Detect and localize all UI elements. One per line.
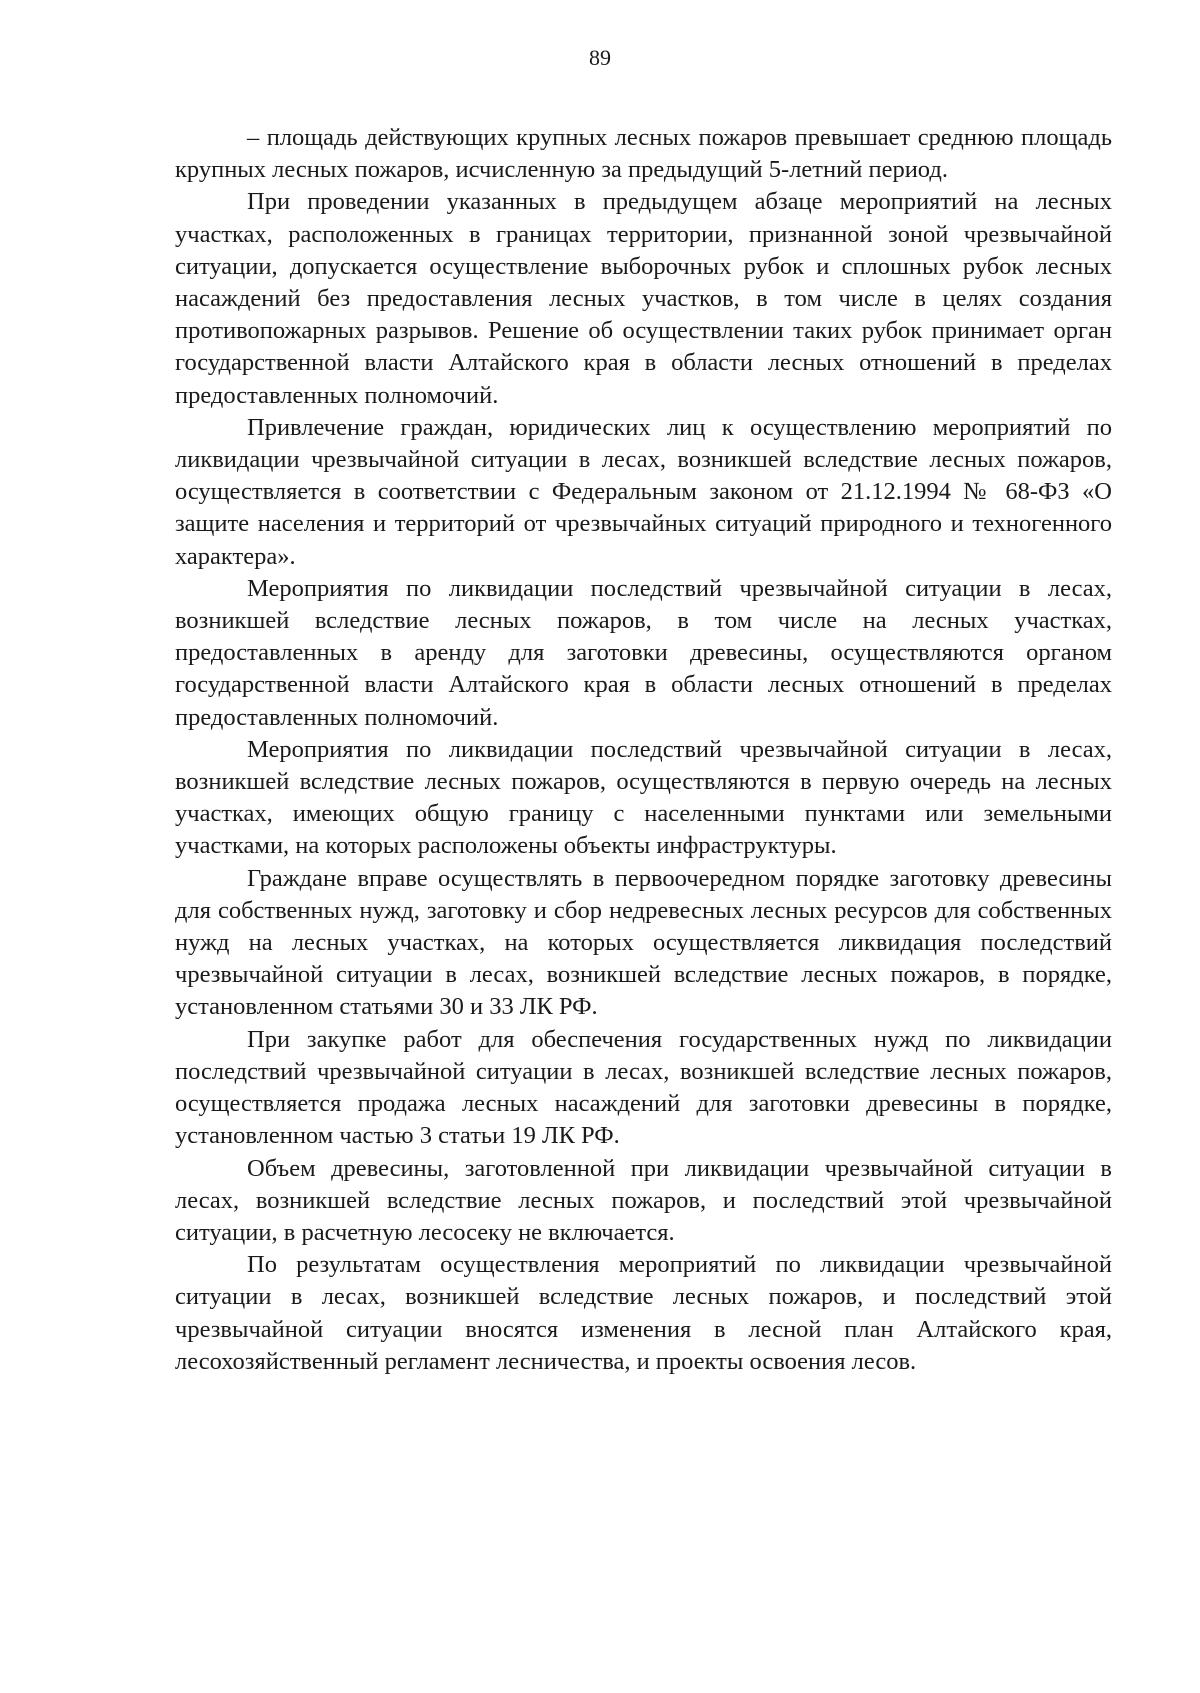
paragraph-6: Граждане вправе осуществлять в первоочередном порядке заготовку древесины для собственных нужд, заготовку и сбор недревесных лесных ресурсов для собственных нужд на лесных участках, на которых осуществляется ликвидация последствий чрезвычайной ситуации в лесах, возникшей вследствие лесных пожаров, в порядке, установленном статьями 30 и 33 ЛК РФ. xyxy=(175,864,1112,1021)
document-body xyxy=(175,122,1112,1378)
paragraph-4: Мероприятия по ликвидации последствий чрезвычайной ситуации в лесах, возникшей вследствие лесных пожаров, в том числе на лесных участках, предоставленных в аренду для заготовки древесины, осуществляются органом государственной власти Алтайского края в области лесных отношений в пределах предоставленных полномочий. xyxy=(175,574,1112,731)
paragraph-8: Объем древесины, заготовленной при ликвидации чрезвычайной ситуации в лесах, возникшей вследствие лесных пожаров, и последствий этой чрезвычайной ситуации, в расчетную лесосеку не включается. xyxy=(175,1154,1112,1246)
paragraph-7: При закупке работ для обеспечения государственных нужд по ликвидации последствий чрезвычайной ситуации в лесах, возникшей вследствие лесных пожаров, осуществляется продажа лесных насаждений для заготовки древесины в порядке, установленном частью 3 статьи 19 ЛК РФ. xyxy=(175,1025,1112,1150)
paragraph-5: Мероприятия по ликвидации последствий чрезвычайной ситуации в лесах, возникшей вследствие лесных пожаров, осуществляются в первую очередь на лесных участках, имеющих общую границу с населенными пунктами или земельными участками, на которых расположены объекты инфраструктуры. xyxy=(175,735,1112,860)
paragraph-2: При проведении указанных в предыдущем абзаце мероприятий на лесных участках, расположенных в границах территории, признанной зоной чрезвычайной ситуации, допускается осуществление выборочных рубок и сплошных рубок лесных насаждений без предоставления лесных участков, в том числе в целях создания противопожарных разрывов. Решение об осуществлении таких рубок принимает орган государственной власти Алтайского края в области лесных отношений в пределах предоставленных полномочий. xyxy=(175,188,1112,409)
page-number: 89 xyxy=(589,45,611,70)
paragraph-1: – площадь действующих крупных лесных пожаров превышает среднюю площадь крупных лесных пожаров, исчисленную за предыдущий 5-летний период. xyxy=(175,124,1112,184)
paragraph-3: Привлечение граждан, юридических лиц к осуществлению мероприятий по ликвидации чрезвычайной ситуации в лесах, возникшей вследствие лесных пожаров, осуществляется в соответствии с Федеральным законом от 21.12.1994 № 68-ФЗ «О защите населения и территорий от чрезвычайных ситуаций природного и техногенного характера». xyxy=(175,413,1112,570)
paragraph-9: По результатам осуществления мероприятий по ликвидации чрезвычайной ситуации в лесах, возникшей вследствие лесных пожаров, и последствий этой чрезвычайной ситуации вносятся изменения в лесной план Алтайского края, лесохозяйственный регламент лесничества, и проекты освоения лесов. xyxy=(175,1251,1112,1375)
